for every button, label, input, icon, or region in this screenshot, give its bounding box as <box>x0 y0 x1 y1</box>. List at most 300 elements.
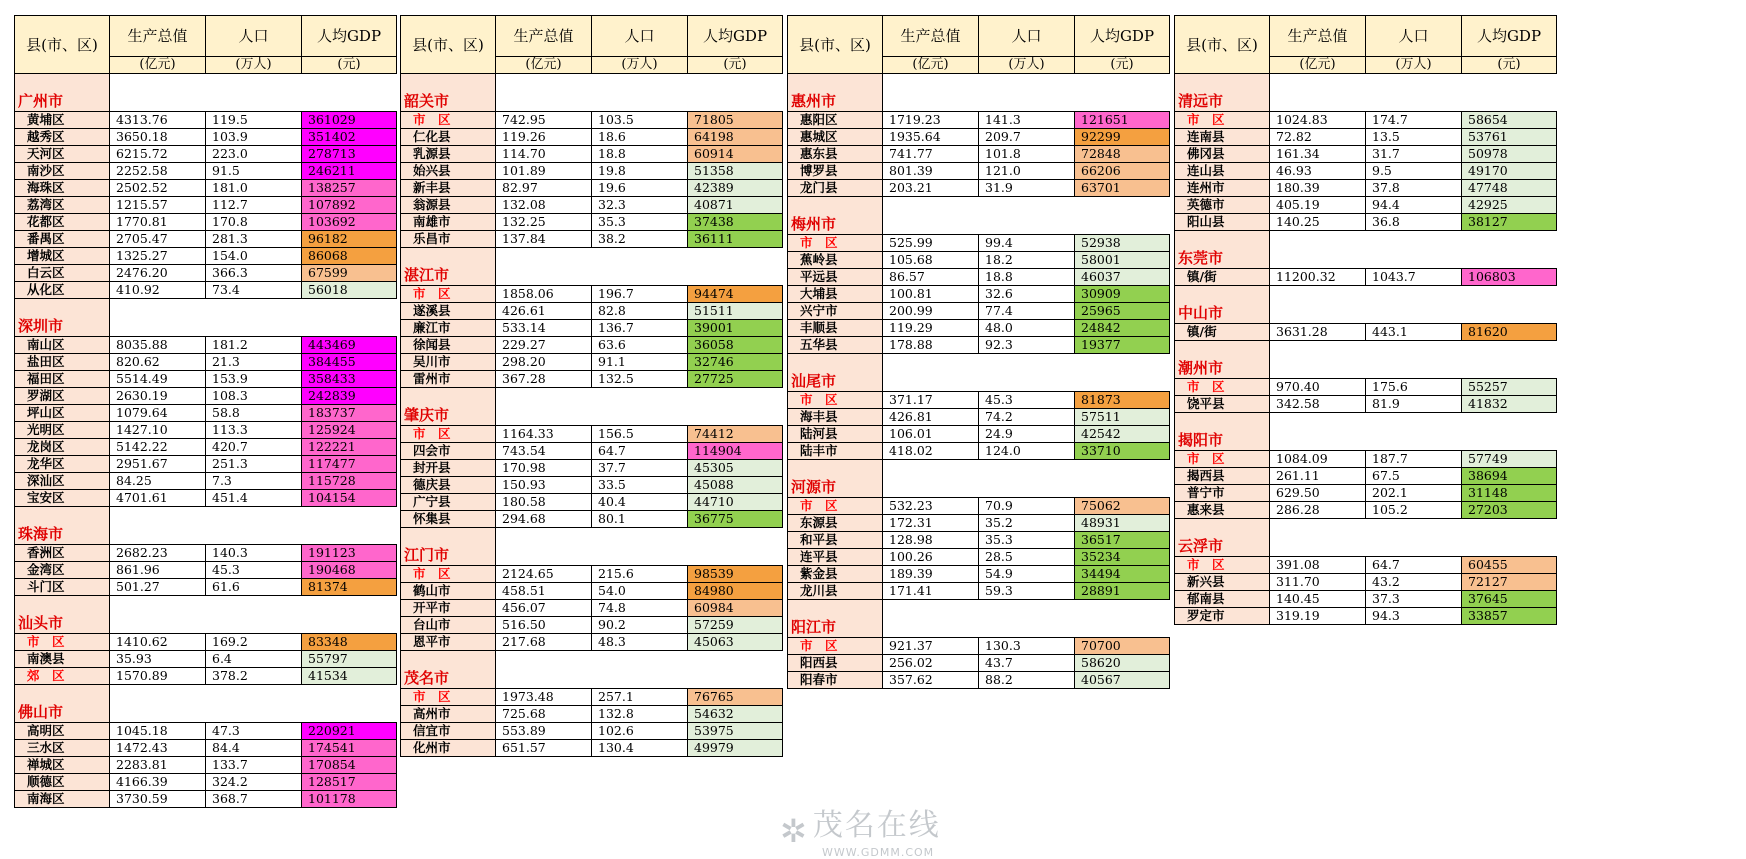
gdp-value: 180.39 <box>1270 180 1366 197</box>
table-row <box>788 337 1170 354</box>
per-capita-gdp-value: 40871 <box>688 197 783 214</box>
table-row <box>1175 485 1557 502</box>
per-capita-gdp-value: 33710 <box>1075 443 1170 460</box>
per-capita-gdp-value: 174541 <box>302 740 397 757</box>
table-row <box>15 265 397 282</box>
county-name: 东源县 <box>788 515 883 532</box>
county-name: 德庆县 <box>401 477 496 494</box>
county-name: 市 区 <box>401 112 496 129</box>
gdp-value: 1935.64 <box>883 129 979 146</box>
gdp-header: 生产总值 <box>1270 16 1366 57</box>
gdp-table <box>14 15 397 808</box>
population-unit: (万人) <box>1366 57 1462 74</box>
gdp-value: 137.84 <box>496 231 592 248</box>
county-name: 连州市 <box>1175 180 1270 197</box>
county-name: 番禺区 <box>15 231 110 248</box>
county-name: 罗定市 <box>1175 608 1270 625</box>
gdp-value: 200.99 <box>883 303 979 320</box>
population-value: 19.8 <box>592 163 688 180</box>
population-value: 80.1 <box>592 511 688 528</box>
gdp-value: 128.98 <box>883 532 979 549</box>
city-name: 清远市 <box>1175 74 1270 112</box>
city-spacer <box>110 596 397 634</box>
gdp-value: 921.37 <box>883 638 979 655</box>
city-spacer <box>1270 286 1557 324</box>
gdp-value: 1570.89 <box>110 668 206 685</box>
per-capita-gdp-unit: (元) <box>302 57 397 74</box>
table-row <box>401 214 783 231</box>
per-capita-gdp-value: 71805 <box>688 112 783 129</box>
population-value: 35.3 <box>592 214 688 231</box>
per-capita-gdp-value: 246211 <box>302 163 397 180</box>
per-capita-gdp-value: 66206 <box>1075 163 1170 180</box>
county-name: 从化区 <box>15 282 110 299</box>
gdp-table <box>787 15 1170 689</box>
city-spacer <box>1270 413 1557 451</box>
county-name: 大埔县 <box>788 286 883 303</box>
gdp-value: 140.45 <box>1270 591 1366 608</box>
population-unit: (万人) <box>206 57 302 74</box>
gdp-value: 132.25 <box>496 214 592 231</box>
table-row <box>1175 451 1557 468</box>
table-row <box>788 655 1170 672</box>
population-value: 24.9 <box>979 426 1075 443</box>
city-spacer <box>883 460 1170 498</box>
table-row <box>788 498 1170 515</box>
population-value: 174.7 <box>1366 112 1462 129</box>
population-value: 31.7 <box>1366 146 1462 163</box>
gdp-value: 371.17 <box>883 392 979 409</box>
table-row <box>401 511 783 528</box>
gdp-value: 742.95 <box>496 112 592 129</box>
per-capita-gdp-value: 72848 <box>1075 146 1170 163</box>
county-header: 县(市、区) <box>788 16 883 74</box>
gdp-table <box>400 15 783 757</box>
table-row <box>788 269 1170 286</box>
table-row <box>15 456 397 473</box>
per-capita-gdp-value: 75062 <box>1075 498 1170 515</box>
county-name: 遂溪县 <box>401 303 496 320</box>
gdp-value: 743.54 <box>496 443 592 460</box>
table-row <box>15 337 397 354</box>
county-name: 蕉岭县 <box>788 252 883 269</box>
table-row <box>401 494 783 511</box>
gdp-value: 970.40 <box>1270 379 1366 396</box>
table-row <box>15 757 397 774</box>
per-capita-gdp-value: 51358 <box>688 163 783 180</box>
per-capita-gdp-header: 人均GDP <box>1462 16 1557 57</box>
table-row <box>401 146 783 163</box>
population-value: 154.0 <box>206 248 302 265</box>
gdp-value: 426.61 <box>496 303 592 320</box>
gdp-value: 72.82 <box>1270 129 1366 146</box>
per-capita-gdp-value: 125924 <box>302 422 397 439</box>
county-header: 县(市、区) <box>401 16 496 74</box>
county-name: 市 区 <box>401 566 496 583</box>
gdp-value: 2476.20 <box>110 265 206 282</box>
gdp-value: 132.08 <box>496 197 592 214</box>
population-value: 94.3 <box>1366 608 1462 625</box>
city-spacer <box>883 354 1170 392</box>
table-row <box>15 354 397 371</box>
gdp-value: 1472.43 <box>110 740 206 757</box>
table-row <box>401 371 783 388</box>
per-capita-gdp-value: 53975 <box>688 723 783 740</box>
population-value: 77.4 <box>979 303 1075 320</box>
population-value: 19.6 <box>592 180 688 197</box>
per-capita-gdp-value: 45305 <box>688 460 783 477</box>
city-name: 佛山市 <box>15 685 110 723</box>
per-capita-gdp-value: 60455 <box>1462 557 1557 574</box>
per-capita-gdp-value: 45088 <box>688 477 783 494</box>
gdp-value: 861.96 <box>110 562 206 579</box>
gdp-header: 生产总值 <box>496 16 592 57</box>
county-name: 台山市 <box>401 617 496 634</box>
population-value: 43.7 <box>979 655 1075 672</box>
gdp-value: 357.62 <box>883 672 979 689</box>
table-row <box>401 740 783 757</box>
population-value: 18.6 <box>592 129 688 146</box>
population-value: 368.7 <box>206 791 302 808</box>
table-row <box>15 197 397 214</box>
population-value: 88.2 <box>979 672 1075 689</box>
population-value: 40.4 <box>592 494 688 511</box>
population-value: 105.2 <box>1366 502 1462 519</box>
watermark-logo-icon: ✲ <box>780 811 807 850</box>
gdp-unit: (亿元) <box>1270 57 1366 74</box>
per-capita-gdp-value: 45063 <box>688 634 783 651</box>
county-name: 紫金县 <box>788 566 883 583</box>
county-name: 普宁市 <box>1175 485 1270 502</box>
gdp-value: 367.28 <box>496 371 592 388</box>
population-header: 人口 <box>979 16 1075 57</box>
county-name: 化州市 <box>401 740 496 757</box>
population-value: 32.3 <box>592 197 688 214</box>
gdp-value: 6215.72 <box>110 146 206 163</box>
county-name: 南雄市 <box>401 214 496 231</box>
city-spacer <box>496 528 783 566</box>
gdp-value: 525.99 <box>883 235 979 252</box>
gdp-value: 256.02 <box>883 655 979 672</box>
table-row <box>1175 574 1557 591</box>
table-row <box>401 477 783 494</box>
gdp-value: 801.39 <box>883 163 979 180</box>
per-capita-gdp-value: 83348 <box>302 634 397 651</box>
city-spacer <box>1270 519 1557 557</box>
gdp-value: 35.93 <box>110 651 206 668</box>
population-value: 37.7 <box>592 460 688 477</box>
population-value: 58.8 <box>206 405 302 422</box>
table-row <box>401 583 783 600</box>
gdp-value: 418.02 <box>883 443 979 460</box>
table-row <box>401 600 783 617</box>
table-row <box>788 532 1170 549</box>
county-name: 新兴县 <box>1175 574 1270 591</box>
per-capita-gdp-value: 55797 <box>302 651 397 668</box>
population-value: 366.3 <box>206 265 302 282</box>
county-name: 越秀区 <box>15 129 110 146</box>
city-name: 肇庆市 <box>401 388 496 426</box>
county-name: 丰顺县 <box>788 320 883 337</box>
per-capita-gdp-value: 58001 <box>1075 252 1170 269</box>
watermark-brand: 茂名在线 <box>812 808 941 843</box>
table-row <box>15 651 397 668</box>
table-row <box>1175 396 1557 413</box>
population-value: 181.2 <box>206 337 302 354</box>
table-row <box>401 689 783 706</box>
county-name: 郁南县 <box>1175 591 1270 608</box>
county-name: 五华县 <box>788 337 883 354</box>
gdp-value: 172.31 <box>883 515 979 532</box>
per-capita-gdp-value: 49979 <box>688 740 783 757</box>
county-name: 金湾区 <box>15 562 110 579</box>
county-name: 陆丰市 <box>788 443 883 460</box>
population-value: 132.5 <box>592 371 688 388</box>
county-name: 南澳县 <box>15 651 110 668</box>
table-row <box>401 197 783 214</box>
city-name: 茂名市 <box>401 651 496 689</box>
gdp-value: 533.14 <box>496 320 592 337</box>
gdp-value: 456.07 <box>496 600 592 617</box>
per-capita-gdp-value: 34494 <box>1075 566 1170 583</box>
population-value: 48.3 <box>592 634 688 651</box>
city-name: 云浮市 <box>1175 519 1270 557</box>
population-value: 136.7 <box>592 320 688 337</box>
gdp-value: 532.23 <box>883 498 979 515</box>
county-name: 佛冈县 <box>1175 146 1270 163</box>
population-value: 36.8 <box>1366 214 1462 231</box>
population-value: 103.5 <box>592 112 688 129</box>
county-name: 英德市 <box>1175 197 1270 214</box>
population-value: 45.3 <box>979 392 1075 409</box>
population-value: 21.3 <box>206 354 302 371</box>
gdp-value: 1164.33 <box>496 426 592 443</box>
population-value: 18.8 <box>592 146 688 163</box>
population-value: 13.5 <box>1366 129 1462 146</box>
table-row <box>15 214 397 231</box>
population-header: 人口 <box>1366 16 1462 57</box>
population-value: 64.7 <box>592 443 688 460</box>
population-value: 35.2 <box>979 515 1075 532</box>
per-capita-gdp-value: 63701 <box>1075 180 1170 197</box>
table-row <box>401 354 783 371</box>
per-capita-gdp-value: 27725 <box>688 371 783 388</box>
county-name: 和平县 <box>788 532 883 549</box>
population-value: 170.8 <box>206 214 302 231</box>
population-value: 132.8 <box>592 706 688 723</box>
population-value: 1043.7 <box>1366 269 1462 286</box>
watermark <box>780 800 941 859</box>
population-value: 61.6 <box>206 579 302 596</box>
population-value: 257.1 <box>592 689 688 706</box>
table-row <box>1175 112 1557 129</box>
per-capita-gdp-value: 48931 <box>1075 515 1170 532</box>
per-capita-gdp-value: 57259 <box>688 617 783 634</box>
population-value: 223.0 <box>206 146 302 163</box>
county-name: 白云区 <box>15 265 110 282</box>
table-row <box>15 774 397 791</box>
table-row <box>401 163 783 180</box>
county-name: 阳山县 <box>1175 214 1270 231</box>
per-capita-gdp-value: 41534 <box>302 668 397 685</box>
population-value: 47.3 <box>206 723 302 740</box>
gdp-value: 140.25 <box>1270 214 1366 231</box>
county-name: 廉江市 <box>401 320 496 337</box>
per-capita-gdp-value: 92299 <box>1075 129 1170 146</box>
per-capita-gdp-value: 384455 <box>302 354 397 371</box>
per-capita-gdp-unit: (元) <box>1075 57 1170 74</box>
table-row <box>401 180 783 197</box>
county-name: 饶平县 <box>1175 396 1270 413</box>
gdp-value: 101.89 <box>496 163 592 180</box>
gdp-value: 1079.64 <box>110 405 206 422</box>
table-row <box>1175 163 1557 180</box>
per-capita-gdp-value: 42925 <box>1462 197 1557 214</box>
table-row <box>15 129 397 146</box>
county-name: 惠阳区 <box>788 112 883 129</box>
city-name: 江门市 <box>401 528 496 566</box>
per-capita-gdp-value: 32746 <box>688 354 783 371</box>
county-name: 龙华区 <box>15 456 110 473</box>
county-name: 惠城区 <box>788 129 883 146</box>
gdp-value: 170.98 <box>496 460 592 477</box>
per-capita-gdp-value: 76765 <box>688 689 783 706</box>
per-capita-gdp-value: 55257 <box>1462 379 1557 396</box>
table-row <box>15 562 397 579</box>
county-name: 南沙区 <box>15 163 110 180</box>
gdp-value: 119.29 <box>883 320 979 337</box>
county-name: 揭西县 <box>1175 468 1270 485</box>
per-capita-gdp-value: 54632 <box>688 706 783 723</box>
population-value: 31.9 <box>979 180 1075 197</box>
table-row <box>15 545 397 562</box>
per-capita-gdp-value: 81374 <box>302 579 397 596</box>
gdp-unit: (亿元) <box>883 57 979 74</box>
per-capita-gdp-value: 47748 <box>1462 180 1557 197</box>
watermark-url: WWW.GDMM.COM <box>822 845 935 859</box>
per-capita-gdp-value: 42542 <box>1075 426 1170 443</box>
county-name: 兴宁市 <box>788 303 883 320</box>
population-value: 74.8 <box>592 600 688 617</box>
population-value: 141.3 <box>979 112 1075 129</box>
city-spacer <box>110 507 397 545</box>
table-row <box>15 579 397 596</box>
county-name: 乐昌市 <box>401 231 496 248</box>
population-value: 64.7 <box>1366 557 1462 574</box>
population-value: 102.6 <box>592 723 688 740</box>
gdp-value: 1215.57 <box>110 197 206 214</box>
city-name: 潮州市 <box>1175 341 1270 379</box>
table-row <box>1175 608 1557 625</box>
gdp-value: 1858.06 <box>496 286 592 303</box>
county-name: 镇/街 <box>1175 269 1270 286</box>
gdp-value: 311.70 <box>1270 574 1366 591</box>
population-value: 28.5 <box>979 549 1075 566</box>
per-capita-gdp-value: 220921 <box>302 723 397 740</box>
gdp-value: 46.93 <box>1270 163 1366 180</box>
population-value: 94.4 <box>1366 197 1462 214</box>
county-name: 连平县 <box>788 549 883 566</box>
table-row <box>788 303 1170 320</box>
county-name: 吴川市 <box>401 354 496 371</box>
population-value: 33.5 <box>592 477 688 494</box>
county-name: 荔湾区 <box>15 197 110 214</box>
county-name: 徐闻县 <box>401 337 496 354</box>
per-capita-gdp-value: 114904 <box>688 443 783 460</box>
county-name: 顺德区 <box>15 774 110 791</box>
population-value: 175.6 <box>1366 379 1462 396</box>
gdp-value: 1045.18 <box>110 723 206 740</box>
table-row <box>788 638 1170 655</box>
gdp-value: 5514.49 <box>110 371 206 388</box>
gdp-value: 516.50 <box>496 617 592 634</box>
population-value: 63.6 <box>592 337 688 354</box>
table-row <box>788 112 1170 129</box>
per-capita-gdp-value: 35234 <box>1075 549 1170 566</box>
population-value: 251.3 <box>206 456 302 473</box>
city-name: 汕尾市 <box>788 354 883 392</box>
per-capita-gdp-value: 74412 <box>688 426 783 443</box>
population-value: 101.8 <box>979 146 1075 163</box>
per-capita-gdp-value: 60914 <box>688 146 783 163</box>
county-name: 博罗县 <box>788 163 883 180</box>
population-value: 108.3 <box>206 388 302 405</box>
table-column-3 <box>787 15 1170 689</box>
gdp-value: 820.62 <box>110 354 206 371</box>
per-capita-gdp-value: 121651 <box>1075 112 1170 129</box>
county-name: 信宜市 <box>401 723 496 740</box>
gdp-value: 229.27 <box>496 337 592 354</box>
gdp-value: 8035.88 <box>110 337 206 354</box>
population-value: 215.6 <box>592 566 688 583</box>
county-name: 乳源县 <box>401 146 496 163</box>
per-capita-gdp-value: 44710 <box>688 494 783 511</box>
per-capita-gdp-value: 36775 <box>688 511 783 528</box>
county-name: 始兴县 <box>401 163 496 180</box>
table-row <box>401 231 783 248</box>
population-value: 113.3 <box>206 422 302 439</box>
county-name: 市 区 <box>788 235 883 252</box>
population-value: 48.0 <box>979 320 1075 337</box>
county-name: 市 区 <box>15 634 110 651</box>
county-name: 阳西县 <box>788 655 883 672</box>
city-name: 梅州市 <box>788 197 883 235</box>
population-value: 103.9 <box>206 129 302 146</box>
population-value: 70.9 <box>979 498 1075 515</box>
county-name: 坪山区 <box>15 405 110 422</box>
gdp-value: 105.68 <box>883 252 979 269</box>
county-name: 高州市 <box>401 706 496 723</box>
per-capita-gdp-value: 183737 <box>302 405 397 422</box>
per-capita-gdp-value: 33857 <box>1462 608 1557 625</box>
population-value: 209.7 <box>979 129 1075 146</box>
gdp-value: 501.27 <box>110 579 206 596</box>
per-capita-gdp-value: 36517 <box>1075 532 1170 549</box>
county-name: 宝安区 <box>15 490 110 507</box>
population-value: 121.0 <box>979 163 1075 180</box>
gdp-value: 100.81 <box>883 286 979 303</box>
per-capita-gdp-value: 25965 <box>1075 303 1170 320</box>
table-row <box>15 439 397 456</box>
table-row <box>788 163 1170 180</box>
table-column-2 <box>400 15 783 757</box>
county-name: 雷州市 <box>401 371 496 388</box>
population-value: 38.2 <box>592 231 688 248</box>
city-spacer <box>1270 341 1557 379</box>
gdp-value: 11200.32 <box>1270 269 1366 286</box>
per-capita-gdp-header: 人均GDP <box>302 16 397 57</box>
city-spacer <box>1270 74 1557 112</box>
